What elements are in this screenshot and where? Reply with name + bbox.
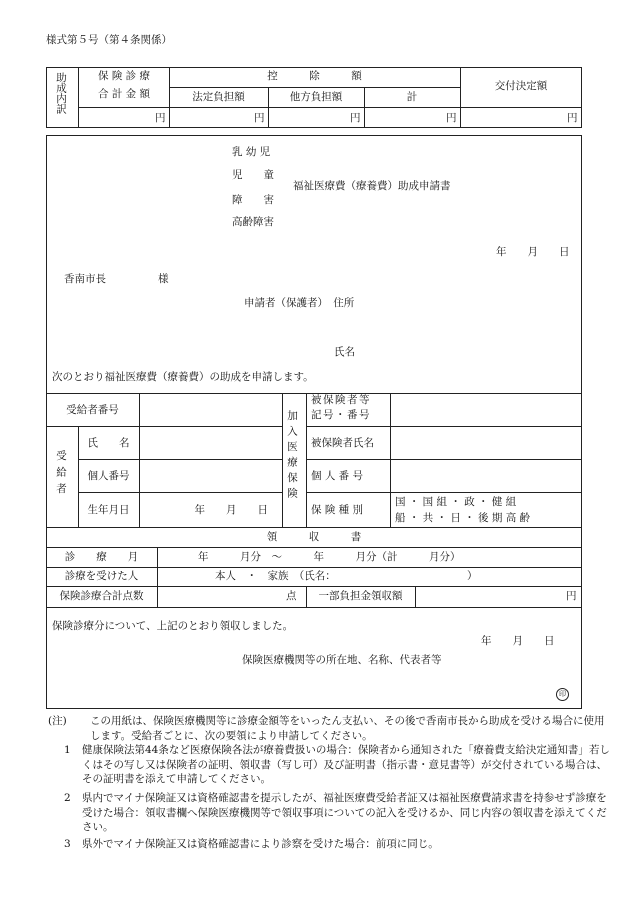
insurance-total-label-2: 合 計 金 額 xyxy=(97,88,150,100)
insured-name-label: 被保険者氏名 xyxy=(311,437,374,449)
note-item: 県内でマイナ保険証又は資格確認書を提示したが、福祉医療費受給者証又は福祉医療費請求書を持参せず診療を受けた場合：領収書欄へ保険医療機関等で領収事項についての記入を受けるか、同じ内容の領収書を添えてください。 xyxy=(82,792,607,833)
deduction-header: 控 除 額 xyxy=(267,70,362,82)
note-item: 健康保険法第44条など医療保険各法が療養費扱いの場合：保険者から通知された「療養費支給決定通知書」若しくはその写し又は保険者の証明、領収書（写し可）及び証明書（指示書・意見書等）が交付されている場合は、その証明書を添えて申請してください。 xyxy=(82,744,610,785)
statutory-burden-label: 法定負担額 xyxy=(192,91,245,103)
insured-symbol-label-2: 記号・番号 xyxy=(311,409,371,421)
copay-unit: 円 xyxy=(566,590,577,602)
treatment-period-label: 診 療 月 xyxy=(64,551,139,563)
insured-symbol-label-1: 被保険者等 xyxy=(311,394,371,406)
note-number: 3 xyxy=(64,838,71,850)
insurance-total-label-1: 保 険 診 療 xyxy=(97,70,150,82)
insurance-type-label: 保 険 種 別 xyxy=(311,504,364,516)
institution-label: 保険医療機関等の所在地、名称、代表者等 xyxy=(242,654,442,666)
mayor-label: 香南市長 xyxy=(64,273,106,285)
notes-intro: この用紙は、保険医療機関等に診療金額等をいったん支払い、その後で香南市長から助成を受ける場合に使用します。受給者ごとに、次の要領により申請してください。 xyxy=(90,715,605,742)
note-item: 県外でマイナ保険証又は資格確認書により診察を受けた場合：前項に同じ。 xyxy=(82,838,439,850)
yen-unit: 円 xyxy=(254,112,265,124)
deduction-total-label: 計 xyxy=(406,91,418,103)
insurance-types-line-2: 船 ・ 共 ・ 日 ・ 後 期 高 齢 xyxy=(395,512,531,524)
category-child: 児 童 xyxy=(232,169,274,181)
seal-mark: 印 xyxy=(556,688,569,701)
grant-decision-label: 交付決定額 xyxy=(494,80,548,92)
category-infant: 乳 幼 児 xyxy=(232,146,271,158)
treatment-period-value: 年 月分 ～ 年 月分（計 月分） xyxy=(198,551,461,563)
application-date: 年 月 日 xyxy=(496,246,570,258)
recipient-name-label: 氏 名 xyxy=(87,437,130,449)
applicant-name-label: 氏名 xyxy=(334,346,355,358)
copay-label: 一部負担金領収額 xyxy=(318,590,403,602)
notes-head: (注) xyxy=(48,715,67,727)
note-number: 2 xyxy=(64,792,71,804)
insurance-side-label: 加入医療保険 xyxy=(286,410,298,503)
form-number: 様式第５号（第４条関係） xyxy=(46,34,172,46)
patient-value: 本人 ・ 家族 （氏名： ） xyxy=(215,570,478,582)
application-statement: 次のとおり福祉医療費（療養費）の助成を申請します。 xyxy=(52,371,314,383)
other-burden-label: 他方負担額 xyxy=(289,91,343,103)
yen-unit: 円 xyxy=(350,112,361,124)
recipient-birthdate-label: 生年月日 xyxy=(87,504,130,516)
grant-breakdown-label: 助成内訳 xyxy=(55,72,67,114)
recipient-personal-number-label: 個人番号 xyxy=(87,470,130,482)
recipient-birthdate-value: 年 月 日 xyxy=(194,504,268,516)
yen-unit: 円 xyxy=(446,112,457,124)
category-elderly-disability: 高齢障害 xyxy=(232,216,274,228)
category-disability: 障 害 xyxy=(232,194,274,206)
receipt-header: 領 収 書 xyxy=(266,531,362,543)
mayor-honorific: 様 xyxy=(158,273,169,285)
recipient-side-label: 受給者 xyxy=(55,450,67,500)
insurance-points-label: 保険診療合計点数 xyxy=(59,590,144,602)
points-unit: 点 xyxy=(286,590,297,602)
insurance-types-line-1: 国 ・ 国 組 ・ 政 ・ 健 組 xyxy=(395,496,517,508)
form-title: 福祉医療費（療養費）助成申請書 xyxy=(293,180,451,192)
receipt-date: 年 月 日 xyxy=(481,635,555,647)
note-number: 1 xyxy=(64,744,71,756)
receipt-confirmation: 保険診療分について、上記のとおり領収しました。 xyxy=(52,620,294,632)
patient-label: 診療を受けた人 xyxy=(64,570,139,582)
yen-unit: 円 xyxy=(155,112,166,124)
recipient-number-label: 受給者番号 xyxy=(66,404,119,416)
insurance-personal-number-label: 個 人 番 号 xyxy=(311,470,364,482)
yen-unit: 円 xyxy=(567,112,578,124)
applicant-address-label: 申請者（保護者） 住所 xyxy=(244,297,355,309)
